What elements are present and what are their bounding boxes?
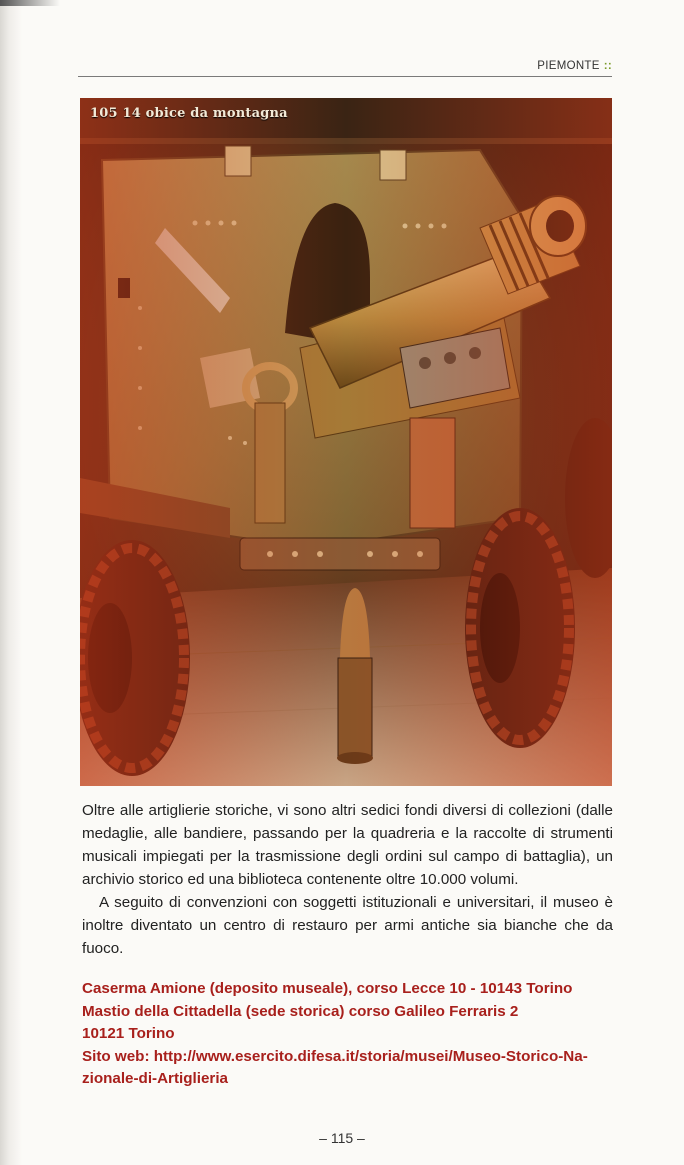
header-rule: [78, 76, 612, 77]
address-line: 10121 Torino: [82, 1025, 175, 1042]
howitzer-illustration: [80, 98, 612, 786]
address-block: [82, 978, 622, 1091]
website-link[interactable]: Sito web: http://www.esercito.difesa.it/storia/musei/Museo-Storico-Na-: [82, 1047, 588, 1065]
paragraph-1: Oltre alle artiglierie storiche, vi sono altri sedici fondi diversi di collezioni (dalle medaglie, alle bandiere, passando per la quadreria e la raccolte di strumenti musicali impiegati per la trasmissione degli ordini sul campo di battaglia), un archivio storico ed una biblioteca contenente oltre 10.000 volumi.: [82, 802, 613, 888]
howitzer-photo: [80, 98, 612, 786]
section-name: PIEMONTE: [537, 60, 600, 72]
page-gutter-shadow: [0, 0, 22, 1165]
photo-caption: 105 14 obice da montagna: [90, 106, 288, 121]
page-edge-mark: [0, 0, 60, 6]
page-number: – 115 –: [319, 1130, 365, 1146]
section-marker-icon: ::: [603, 60, 612, 72]
address-line: Caserma Amione (deposito museale), corso Lecce 10 - 10143 Torino: [82, 980, 573, 997]
website-link-continued[interactable]: zionale-di-Artiglieria: [82, 1070, 228, 1087]
running-head: [537, 60, 612, 72]
paragraph-2: A seguito di convenzioni con soggetti istituzionali e universitari, il museo è inoltre diventato un centro di restauro per armi antiche sia bianche che da fuoco.: [82, 894, 613, 957]
body-text: [82, 799, 613, 960]
address-line: Mastio della Cittadella (sede storica) corso Galileo Ferraris 2: [82, 1002, 519, 1020]
